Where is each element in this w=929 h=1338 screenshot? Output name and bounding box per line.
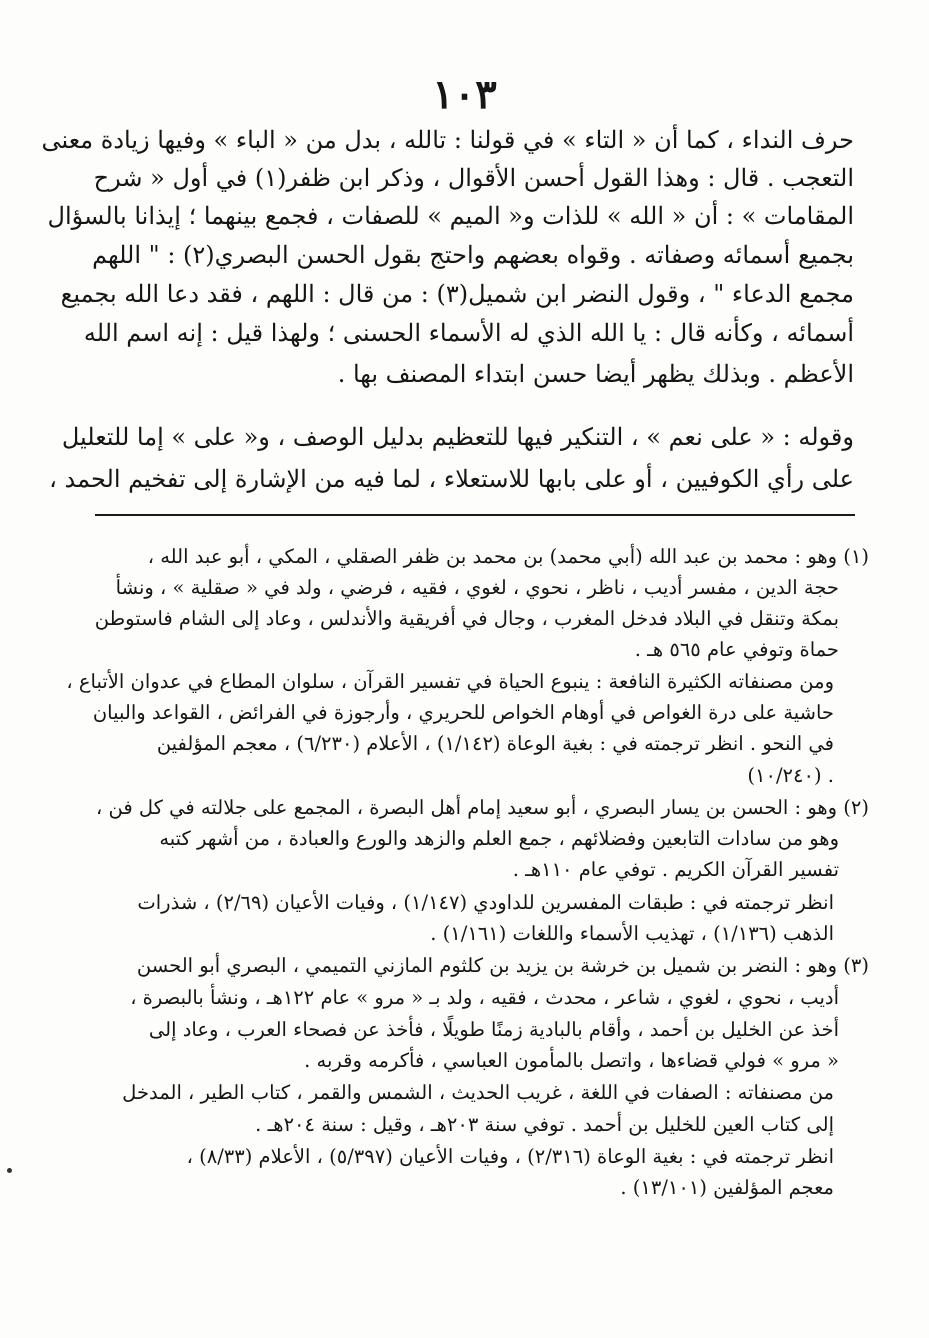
footnote-line: من مصنفاته : الصفات في اللغة ، غريب الحديث ، الشمس والقمر ، كتاب الطير ، المدخل [122, 1081, 834, 1104]
main-text-line: أسمائه ، وكأنه قال : يا الله الذي له الأسماء الحسنى ؛ ولهذا قيل : إنه اسم الله [83, 319, 854, 347]
footnote-line: بمكة وتنقل في البلاد فدخل المغرب ، وجال في أفريقية والأندلس ، وعاد إلى الشام فاستوطن [94, 607, 839, 630]
footnote-line: معجم المؤلفين (١٣/١٠١) . [620, 1176, 834, 1199]
footnote-line: (٢) وهو : الحسن بن يسار البصري ، أبو سعيد إمام أهل البصرة ، المجمع على جلالته في كل فن ، [96, 796, 869, 819]
footnote-line: (١) وهو : محمد بن عبد الله (أبي محمد) بن محمد بن ظفر الصقلي ، المكي ، أبو عبد الله ، [147, 545, 869, 568]
footnote-line: أديب ، نحوي ، لغوي ، شاعر ، محدث ، فقيه ، ولد بـ « مرو » عام ١٢٢هـ ، ونشأ بالبصرة ، [130, 986, 839, 1009]
main-text-line: التعجب . قال : وهذا القول أحسن الأقوال ، وذكر ابن ظفر(١) في أول « شرح [93, 164, 854, 192]
main-text-line: حرف النداء ، كما أن « التاء » في قولنا : تالله ، بدل من « الباء » وفيها زيادة معنى [41, 126, 854, 154]
footnote-line: « مرو » فولي قضاءها ، واتصل بالمأمون العباسي ، فأكرمه وقربه . [304, 1049, 839, 1072]
scan-speck [7, 1168, 12, 1173]
footnote-line: في النحو . انظر ترجمته في : بغية الوعاة (١/١٤٢) ، الأعلام (٦/٢٣٠) ، معجم المؤلفين [156, 732, 834, 755]
footnote-line: تفسير القرآن الكريم . توفي عام ١١٠هـ . [512, 858, 839, 881]
footnote-line: أخذ عن الخليل بن أحمد ، وأقام بالبادية زمنًا طويلًا ، فأخذ عن فصحاء العرب ، وعاد إلى [148, 1018, 839, 1041]
footnote-line: ومن مصنفاته الكثيرة النافعة : ينبوع الحياة في تفسير القرآن ، سلوان المطاع في عدوان الأتباع ، [66, 670, 834, 693]
main-text-line: وقوله : « على نعم » ، التنكير فيها للتعظيم بدليل الوصف ، و« على » إما للتعليل [61, 423, 854, 451]
footnote-line: إلى كتاب العين للخليل بن أحمد . توفي سنة ٢٠٣هـ ، وقيل : سنة ٢٠٤هـ . [255, 1113, 834, 1136]
footnote-line: وهو من سادات التابعين وفضلائهم ، جمع العلم والزهد والورع والعبادة ، من أشهر كتبه [159, 827, 839, 850]
main-text-line: المقامات » : أن « الله » للذات و« الميم » للصفات ، فجمع بينهما ؛ إيذانا بالسؤال [47, 202, 854, 230]
main-text-line: على رأي الكوفيين ، أو على بابها للاستعلاء ، لما فيه من الإشارة إلى تفخيم الحمد ، [49, 465, 854, 493]
footnote-line: انظر ترجمته في : بغية الوعاة (٢/٣١٦) ، وفيات الأعيان (٥/٣٩٧) ، الأعلام (٨/٣٣) ، [186, 1145, 834, 1168]
footnote-line: (٣) وهو : النضر بن شميل بن خرشة بن يزيد بن كلثوم المازني التميمي ، البصري أبو الحسن [136, 954, 869, 977]
main-text-line: بجميع أسمائه وصفاته . وقواه بعضهم واحتج بقول الحسن البصري(٢) : " اللهم [92, 241, 854, 269]
footnote-line: حماة وتوفي عام ٥٦٥ هـ . [634, 638, 839, 661]
page-number: ١٠٣ [432, 71, 497, 118]
footnote-separator [95, 514, 855, 516]
footnote-line: انظر ترجمته في : طبقات المفسرين للداودي (١/١٤٧) ، وفيات الأعيان (٢/٦٩) ، شذرات [137, 891, 834, 914]
main-text-line: الأعظم . وبذلك يظهر أيضا حسن ابتداء المصنف بها . [337, 360, 854, 388]
footnote-line: (١٠/٢٤٠) . [747, 764, 834, 787]
main-text-line: مجمع الدعاء " ، وقول النضر ابن شميل(٣) : من قال : اللهم ، فقد دعا الله بجميع [60, 280, 854, 308]
footnote-line: حاشية على درة الغواص في أوهام الخواص للحريري ، وأرجوزة في الفرائض ، القواعد والبيان [92, 701, 834, 724]
footnote-line: الذهب (١/١٣٦) ، تهذيب الأسماء واللغات (١/١٦١) . [430, 922, 834, 945]
footnote-line: حجة الدين ، مفسر أديب ، ناظر ، نحوي ، لغوي ، فقيه ، فرضي ، ولد في « صقلية » ، ونشأ [115, 576, 839, 599]
